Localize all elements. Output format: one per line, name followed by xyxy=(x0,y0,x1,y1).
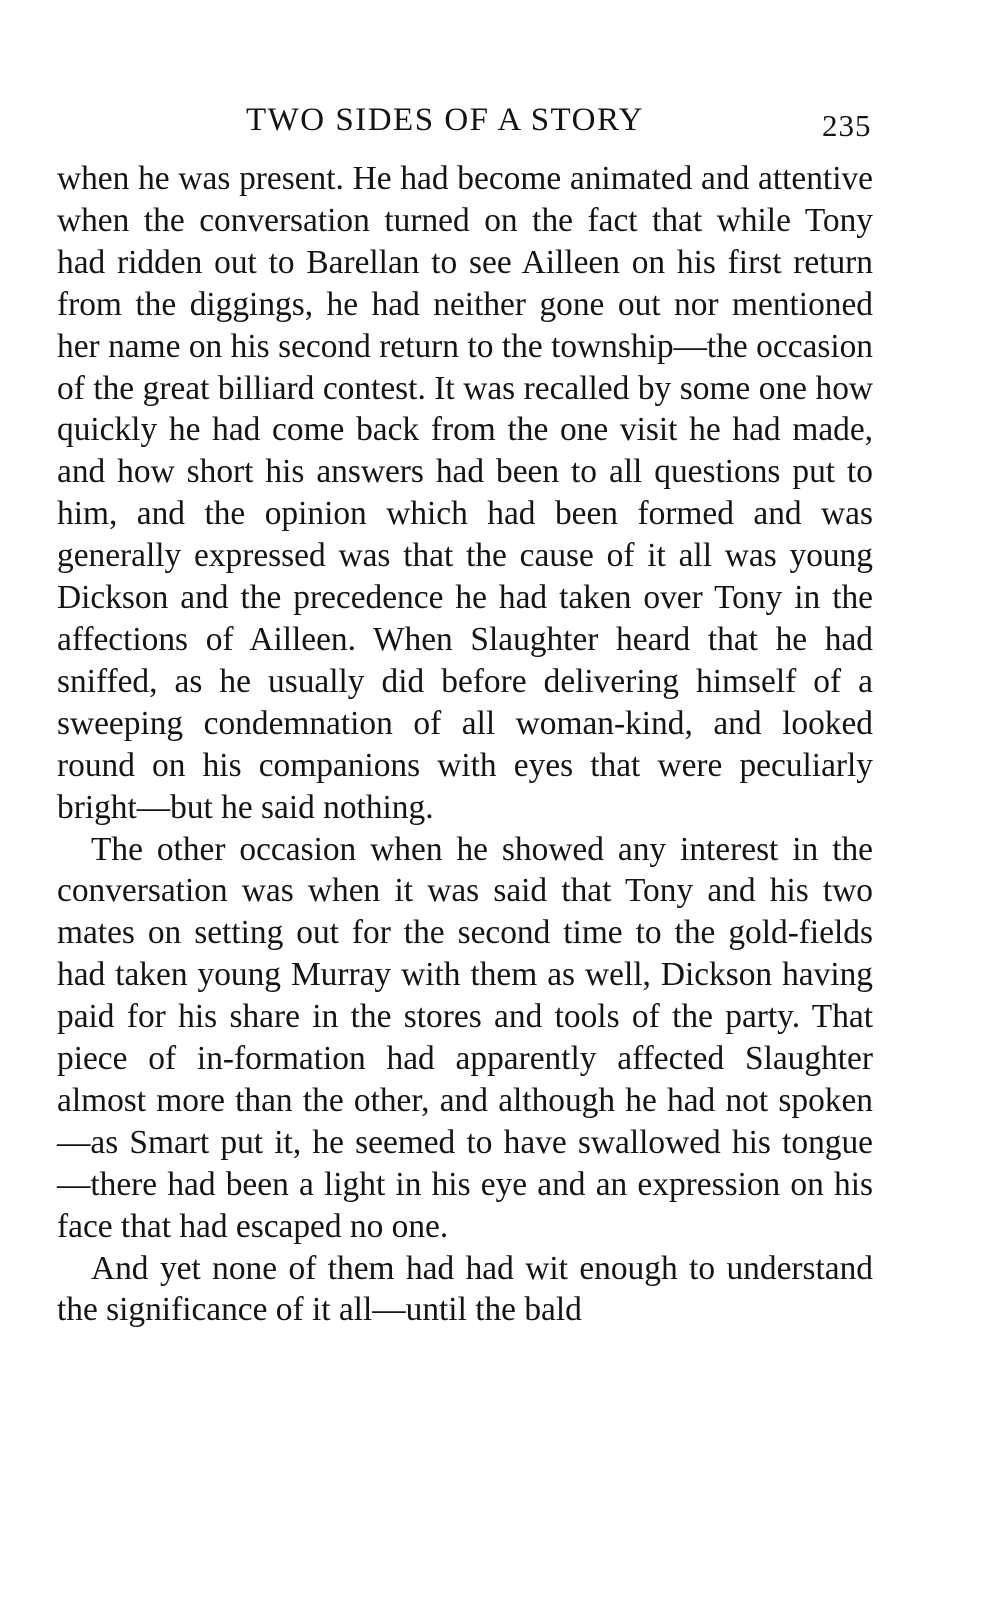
paragraph: The other occasion when he showed any interest in the conversation was when it was said that Tony and his two mates on setting out for the second time to the gold-fields had taken young Murray with them as well, Dickson having paid for his share in the stores and tools of the party. That piece of in-formation had apparently affected Slaughter almost more than the other, and although he had not spoken—as Smart put it, he seemed to have swallowed his tongue—there had been a light in his eye and an expression on his face that had escaped no one. xyxy=(57,830,873,1245)
body-text xyxy=(57,158,873,1538)
page-number: 235 xyxy=(822,108,872,143)
running-title: TWO SIDES OF A STORY xyxy=(246,102,644,138)
paragraph: when he was present. He had become animated and attentive when the conversation turned on the fact that while Tony had ridden out to Barellan to see Ailleen on his first return from the diggings, he had neither gone out nor mentioned her name on his second return to the township—the occasion of the great billiard contest. It was recalled by some one how quickly he had come back from the one visit he had made, and how short his answers had been to all questions put to him, and the opinion which had been formed and was generally expressed was that the cause of it all was young Dickson and the precedence he had taken over Tony in the affections of Ailleen. When Slaughter heard that he had sniffed, as he usually did before delivering himself of a sweeping condemnation of all woman-kind, and looked round on his companions with eyes that were peculiarly bright—but he said nothing. xyxy=(57,160,873,826)
paragraph: And yet none of them had had wit enough to understand the significance of it all—until the bald xyxy=(57,1249,873,1329)
running-head xyxy=(0,96,1000,146)
